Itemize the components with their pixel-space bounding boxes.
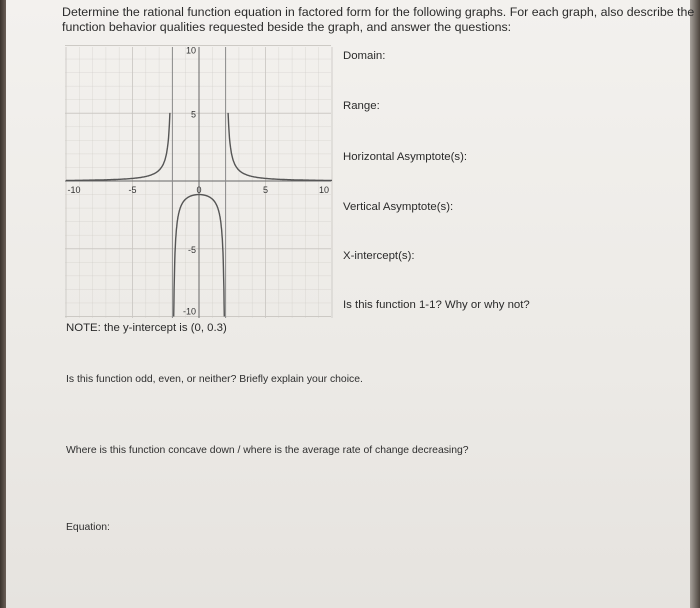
equation-label: Equation: — [66, 522, 110, 533]
range-question: Range: — [343, 100, 380, 112]
instructions-line-1: Determine the rational function equation in factored form for the following graphs. For each graph, also describe the — [62, 5, 695, 19]
concavity-question: Where is this function concave down / where is the average rate of change decreasing? — [66, 445, 469, 456]
y-intercept-note: NOTE: the y-intercept is (0, 0.3) — [66, 322, 227, 334]
x-tick-label: 0 — [196, 185, 202, 195]
right-branch-curve — [228, 113, 332, 180]
horizontal-asymptote-question: Horizontal Asymptote(s): — [343, 151, 468, 163]
x-tick-label: -5 — [128, 185, 137, 195]
x-tick-label: 5 — [262, 185, 269, 195]
one-to-one-question: Is this function 1-1? Why or why not? — [343, 299, 530, 311]
x-tick-label: -10 — [67, 185, 81, 195]
graph-axes — [65, 47, 331, 318]
y-tick-label: -5 — [187, 244, 196, 255]
y-tick-label: 10 — [185, 45, 196, 56]
x-intercept-question: X-intercept(s): — [343, 250, 415, 262]
y-tick-label: 5 — [190, 109, 196, 120]
odd-even-question: Is this function odd, even, or neither? Briefly explain your choice. — [66, 374, 363, 385]
left-branch-curve — [66, 113, 170, 180]
instructions-line-2: function behavior qualities requested beside the graph, and answer the questions: — [62, 20, 512, 34]
domain-question: Domain: — [343, 50, 386, 62]
vertical-asymptote-question: Vertical Asymptote(s): — [343, 201, 454, 213]
y-tick-label: -10 — [182, 306, 196, 317]
x-tick-label: 10 — [318, 185, 330, 195]
